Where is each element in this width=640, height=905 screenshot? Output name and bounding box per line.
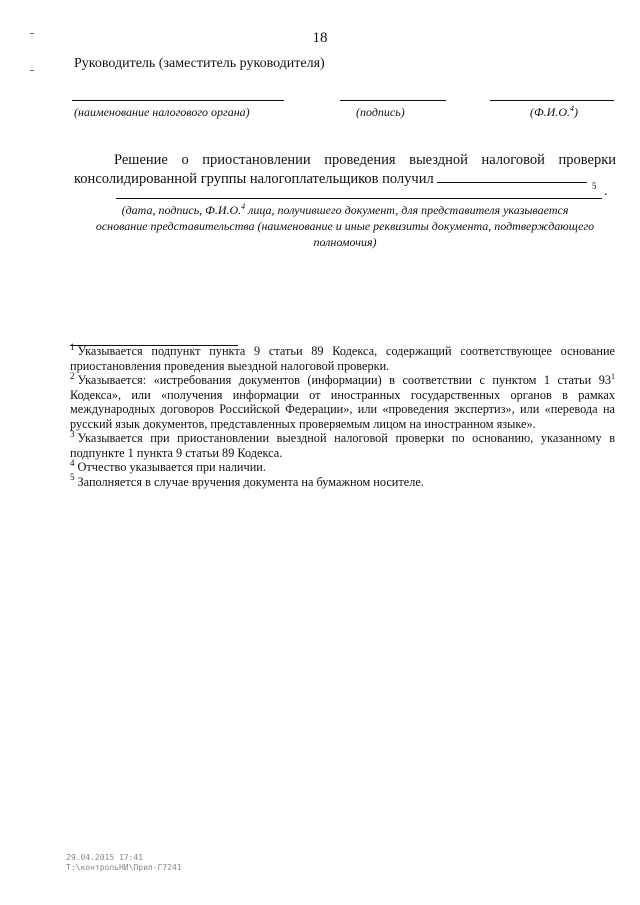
receipt-line-2: консолидированной группы налогоплательщиков получил <box>74 170 616 189</box>
footnote-ref: 5 <box>592 181 597 191</box>
footnotes <box>70 341 615 489</box>
file-path-stamp: Т:\контрольНИ\Прил-Г7241 <box>66 863 182 872</box>
receipt-line-1: Решение о приостановлении проведения выездной налоговой проверки <box>114 152 616 168</box>
signature-caption: (подпись) <box>356 105 405 119</box>
footnote-item: $^5$ Заполняется в случае вручения документа на бумажном носителе. <box>70 472 424 489</box>
authority-name-line <box>72 100 284 101</box>
footnote-item: $^1$ Указывается подпункт пункта 9 статьи 89 Кодекса, содержащий соответствующее основание приостановления проведения выездной налоговой проверки. <box>70 341 615 373</box>
recipient-caption: (дата, подпись, Ф.И.О.$^4$ лица, получившего документ, для представителя указывается основание представительства (наименование и иные реквизиты документа, подтверждающего полномочия) <box>95 202 595 249</box>
print-timestamp: 29.04.2015 17:41 <box>66 853 144 862</box>
period-mark: . <box>604 184 608 199</box>
recipient-details-line <box>116 198 602 199</box>
signatory-title: Руководитель (заместитель руководителя) <box>74 56 325 71</box>
footnote-ref: 4 <box>569 104 574 113</box>
receipt-statement <box>74 151 616 189</box>
recipient-blank <box>437 170 587 183</box>
footnote-item: $^2$ Указывается: «истребования документов (информации) в соответствии с пунктом 1 статьи $93^1$ Кодекса», или «получения информации от иностранных государственных органов в рамках международных договоров Российской Федерации», или «проведения экспертиз», или «перевода на русский язык документов, представленных проверяемым лицом на иностранном языке». <box>70 370 615 431</box>
footnote-item: $^3$ Указывается при приостановлении выездной налоговой проверки по основанию, указанному в подпункте 1 пункта 9 статьи 89 Кодекса. <box>70 428 615 460</box>
fio-line <box>490 100 614 101</box>
footnote-item: $^4$ Отчество указывается при наличии. <box>70 457 266 474</box>
page-number: 18 <box>312 30 328 46</box>
footnote-ref: 4 <box>241 202 246 211</box>
signature-line <box>340 100 446 101</box>
scan-mark <box>30 70 34 71</box>
authority-name-caption: (наименование налогового органа) <box>74 105 250 119</box>
fio-caption: (Ф.И.О.$^4$) <box>530 104 578 119</box>
